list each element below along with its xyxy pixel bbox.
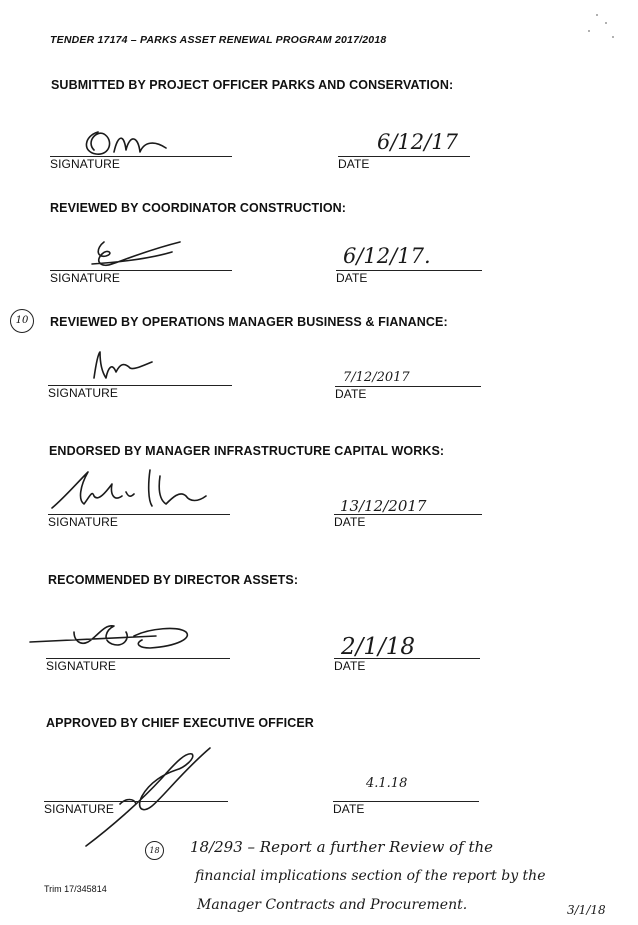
- signature-label: SIGNATURE: [46, 659, 117, 673]
- date-label: DATE: [336, 271, 368, 285]
- date-label: DATE: [335, 387, 367, 401]
- handwritten-note-date: 3/1/18: [567, 903, 606, 917]
- handwritten-note-line-1: 18/293 – Report a further Review of the: [190, 838, 494, 856]
- signature-manager-infrastructure: [50, 466, 230, 516]
- date-label: DATE: [334, 659, 366, 673]
- date-label: DATE: [334, 515, 366, 529]
- date-value-reviewed-operations: 7/12/2017: [343, 370, 410, 385]
- section-heading-recommended: RECOMMENDED BY DIRECTOR ASSETS:: [48, 573, 299, 587]
- section-heading-reviewed-construction: REVIEWED BY COORDINATOR CONSTRUCTION:: [50, 201, 347, 215]
- document-header: TENDER 17174 – PARKS ASSET RENEWAL PROGRAM 2017/2018: [50, 34, 387, 46]
- date-value-reviewed-construction: 6/12/17.: [343, 244, 431, 268]
- date-label: DATE: [333, 802, 365, 816]
- signature-label: SIGNATURE: [50, 157, 121, 171]
- date-value-endorsed: 13/12/2017: [340, 497, 427, 515]
- signature-label: SIGNATURE: [48, 386, 119, 400]
- handwritten-note-line-3: Manager Contracts and Procurement.: [197, 897, 468, 913]
- margin-note-circle: 10: [10, 309, 34, 333]
- scan-speck: [588, 30, 590, 32]
- date-label: DATE: [338, 157, 370, 171]
- scan-speck: [605, 22, 607, 24]
- handwritten-note-line-2: financial implications section of the report by the: [195, 868, 546, 884]
- trim-reference: Trim 17/345814: [44, 884, 107, 894]
- section-heading-endorsed: ENDORSED BY MANAGER INFRASTRUCTURE CAPITAL WORKS:: [49, 444, 445, 458]
- signature-operations-manager: [86, 348, 166, 388]
- section-heading-reviewed-operations: REVIEWED BY OPERATIONS MANAGER BUSINESS & FIANANCE:: [50, 315, 448, 329]
- signature-chief-executive: [80, 742, 220, 852]
- signature-label: SIGNATURE: [48, 515, 119, 529]
- signature-director-assets: [30, 610, 230, 660]
- signature-label: SIGNATURE: [44, 802, 115, 816]
- date-value-recommended: 2/1/18: [341, 634, 416, 660]
- signature-label: SIGNATURE: [50, 271, 121, 285]
- scan-speck: [596, 14, 598, 16]
- section-heading-approved: APPROVED BY CHIEF EXECUTIVE OFFICER: [46, 716, 314, 730]
- scan-speck: [612, 36, 614, 38]
- handwritten-note-marker: 18: [145, 841, 164, 860]
- section-heading-submitted: SUBMITTED BY PROJECT OFFICER PARKS AND CONSERVATION:: [51, 78, 454, 92]
- date-value-submitted: 6/12/17: [377, 130, 458, 154]
- date-value-approved: 4.1.18: [366, 776, 408, 791]
